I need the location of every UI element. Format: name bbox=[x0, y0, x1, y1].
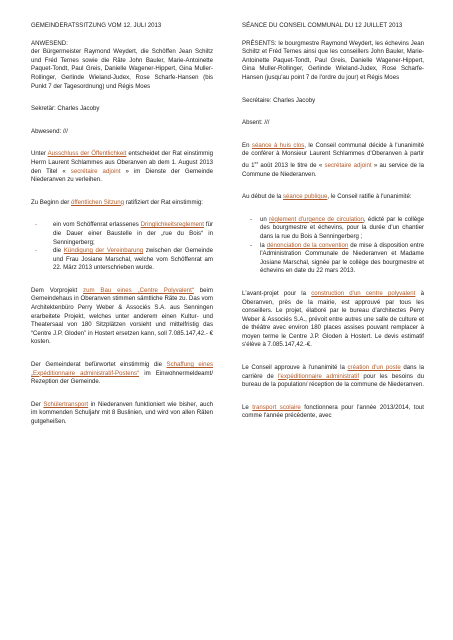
de-item1-text-a: ein vom Schöffenrat erlassenes bbox=[53, 221, 141, 229]
de-p1-text-a: Unter bbox=[31, 150, 48, 158]
french-column bbox=[242, 22, 424, 421]
fr-p4-text-a: Le Conseil approuve à l'unanimité la bbox=[242, 364, 348, 372]
fr-p1-text-d: » au service de la Commune de Niederanven. bbox=[242, 161, 424, 178]
de-p1-text-c: » im Dienste der Gemeinde Niederanven zu verleihen. bbox=[31, 167, 213, 184]
fr-heading: SÉANCE DU CONSEIL COMMUNAL DU 12 JUILLET 2013 bbox=[242, 22, 403, 29]
de-p5-text-a: Der bbox=[31, 400, 44, 408]
de-p1-text-b: entscheidet der Rat einstimmig Herrn Laurent Schlammes aus Oberanven ab dem 1. August 2013 den Titel « bbox=[31, 150, 213, 175]
de-p5-highlight: Schülertransport bbox=[43, 400, 89, 408]
fr-present-names: le bourgmestre Raymond Weydert, les échevins Jean Schiltz et Fréd Ternes ainsi que les conseillers John Bauler, Marie-Antoinette Paquet-Tondt, Paul Greis, Danielle Wagener-Hippert, Gina Muller-Rollinger, Gerlinde Wieland-Judex, Rose Scharfe-Hansen (jusqu'au point 7 de l'ordre du jour) et Régis Moes bbox=[242, 39, 424, 81]
fr-p2-text-a: Au début de la bbox=[242, 193, 283, 201]
dash-bullet-icon: - bbox=[35, 247, 38, 255]
de-p2-text-b: ratifiziert der Rat einstimmig: bbox=[124, 198, 203, 206]
de-centre-polyvalent-paragraph bbox=[31, 287, 213, 347]
de-p2-highlight: öffentlichen Sitzung bbox=[70, 198, 125, 206]
fr-p5-text-a: Le bbox=[242, 403, 253, 411]
list-item bbox=[31, 247, 213, 273]
de-p3-text-b: beim Gemeindehaus in Oberanven stimmen sämtliche Räte zu. Das vom Architektenbüro Perry Weber & Associés S.A. aus Senningen erarbeitete Projekt, welches unter anderem einen Kultur- und Theatersaal von 180 Sitzplätzen vorsieht und mittelfristig das “Centre J.P. Gloden” in Hostert ersetzen kann, soll 7.085.147,42.- € kosten. bbox=[31, 286, 213, 346]
fr-present-text bbox=[242, 40, 424, 83]
dash-bullet-icon: - bbox=[250, 241, 253, 249]
fr-p5-text-b: fonctionnera pour l'année 2013/2014, tout comme l'année précédente, avec bbox=[242, 403, 424, 420]
fr-secretary: Secrétaire: Charles Jacoby bbox=[242, 96, 316, 104]
de-p3-text-a: Dem Vorprojekt bbox=[31, 286, 84, 294]
fr-p1-highlight-title: secrétaire adjoint bbox=[324, 161, 372, 169]
de-heading: GEMEINDERATSSITZUNG VOM 12. JULI 2013 bbox=[31, 22, 162, 29]
fr-p2-text-b: , le Conseil ratifie à l'unanimité: bbox=[327, 193, 412, 201]
de-p2-text-a: Zu Beginn der bbox=[31, 198, 71, 206]
fr-p1-highlight: séance à huis clos bbox=[251, 141, 305, 149]
fr-centre-polyvalent-paragraph bbox=[242, 290, 424, 350]
fr-p1-text-a: En bbox=[242, 141, 252, 149]
de-item1-text-b: für die Dauer einer Baustelle in der „rue du Bois“ in Senningerberg; bbox=[53, 221, 213, 246]
fr-p3-text-a: L'avant-projet pour la bbox=[242, 289, 312, 297]
fr-p4-highlight-2: l'expéditionnaire administratif bbox=[278, 372, 360, 380]
fr-post-creation-paragraph bbox=[242, 364, 424, 390]
fr-p3-highlight: construction d'un centre polyvalent bbox=[311, 289, 416, 297]
de-item2-highlight: Kündigung der Vereinbarung bbox=[63, 247, 144, 255]
fr-item2-text-b: de mise à disposition entre l'Administration Communale de Niederanven et Madame Josiane Marschal, signée par le collège des bourgmestre et échevins en date du 22 mars 2013. bbox=[260, 241, 424, 275]
fr-p4-text-b: dans la carrière de bbox=[242, 364, 424, 380]
german-column bbox=[31, 22, 213, 427]
fr-absent: Absent: /// bbox=[242, 119, 270, 127]
fr-p1-text-b: , le Conseil communal décide à l'unanimité de conférer à Monsieur Laurent Schlammes d'Oberanven à partir du 1 bbox=[242, 141, 424, 169]
fr-p4-text-c: pour les besoins du bureau de la population/ réception de la commune de Niederanven. bbox=[242, 372, 424, 389]
de-p4-highlight: Schaffung eines „Expéditionnaire administratif-Postens“ bbox=[31, 361, 213, 377]
fr-closed-session-paragraph bbox=[242, 142, 424, 179]
fr-item2-highlight: dénonciation de la convention bbox=[266, 241, 349, 249]
de-p5-text-b: in Niederanven funktioniert wie bisher, auch im kommenden Schuljahr mit 8 Buslinien, und wird von allen Räten gutgeheißen. bbox=[31, 400, 214, 425]
list-item bbox=[242, 242, 424, 276]
de-public-session-paragraph bbox=[31, 199, 213, 208]
de-p4-text-a: Der Gemeinderat befürwortet einstimmig die bbox=[31, 361, 167, 369]
fr-p5-highlight: transport scolaire bbox=[252, 403, 301, 411]
list-item bbox=[31, 221, 213, 247]
fr-p3-text-b: à Oberanven, près de la mairie, est approuvé par tous les conseillers. Le projet, élaboré par le bureau d'architectes Perry Weber & Associés S.A., prévoit entre autres une salle de culture et de théâtre avec environ 180 places assises pouvant remplacer à moyen terme le Centre J.P. Gloden à Hostert. Le devis estimatif s'élève à 7.085.147,42.-€. bbox=[242, 289, 424, 349]
de-p3-highlight: zum Bau eines „Centre Polyvalent“ bbox=[83, 286, 194, 294]
dash-bullet-icon: - bbox=[250, 215, 253, 223]
fr-item1-highlight: règlement d'urgence de circulation bbox=[269, 215, 364, 223]
fr-item1-text-b: , édicté par le collège des bourgmestre et échevins, pour la durée d'un chantier dans la rue du Bois à Senningerberg ; bbox=[260, 215, 424, 240]
de-item2-text-a: die bbox=[53, 247, 64, 255]
de-ratification-list bbox=[31, 221, 213, 273]
de-absent: Abwesend: /// bbox=[31, 127, 68, 135]
fr-item1-text-a: un bbox=[260, 215, 270, 223]
de-item2-text-b: zwischen der Gemeinde und Frau Josiane Marschal, welche vom Schöffenrat am 22. März 2013 unterschrieben wurde. bbox=[53, 247, 213, 272]
fr-p1-superscript: er bbox=[254, 159, 259, 165]
de-post-creation-paragraph bbox=[31, 361, 213, 387]
fr-p4-highlight: création d'un poste bbox=[347, 364, 401, 372]
list-item bbox=[242, 216, 424, 242]
fr-present-label: PRÉSENTS: bbox=[242, 39, 277, 47]
de-p4-text-b: im Einwohnermeldeamt/ Rezeption der Gemeinde. bbox=[31, 369, 214, 386]
de-p1-highlight: Ausschluss der Öffentlichkeit bbox=[47, 150, 127, 158]
de-school-transport-paragraph bbox=[31, 401, 213, 427]
de-item1-highlight: Dringlichkeitsreglement bbox=[140, 221, 204, 229]
de-closed-session-paragraph bbox=[31, 150, 213, 184]
fr-p2-highlight: séance publique bbox=[283, 193, 328, 201]
dash-bullet-icon: - bbox=[35, 221, 38, 229]
de-present-label: ANWESEND: bbox=[31, 39, 68, 47]
fr-ratification-list bbox=[242, 216, 424, 276]
fr-school-transport-paragraph bbox=[242, 404, 424, 421]
fr-public-session-paragraph bbox=[242, 193, 424, 202]
de-p1-highlight-title: secrétaire adjoint bbox=[70, 167, 121, 175]
de-present-text: der Bürgermeister Raymond Weydert, die Schöffen Jean Schiltz und Fréd Ternes sowie die Räte John Bauler, Marie-Antoinette Paquet-Tondt, Paul Greis, Danielle Wagener-Hippert, Gina Muller-Rollinger, Gerlinde Wieland-Judex, Rose Scharfe-Hansen (bis Punkt 7 der Tagesordnung) und Régis Moes bbox=[31, 48, 213, 90]
fr-p1-text-c: août 2013 le titre de « bbox=[258, 161, 325, 169]
fr-item2-text-a: la bbox=[260, 241, 267, 249]
de-secretary: Sekretär: Charles Jacoby bbox=[31, 105, 100, 113]
